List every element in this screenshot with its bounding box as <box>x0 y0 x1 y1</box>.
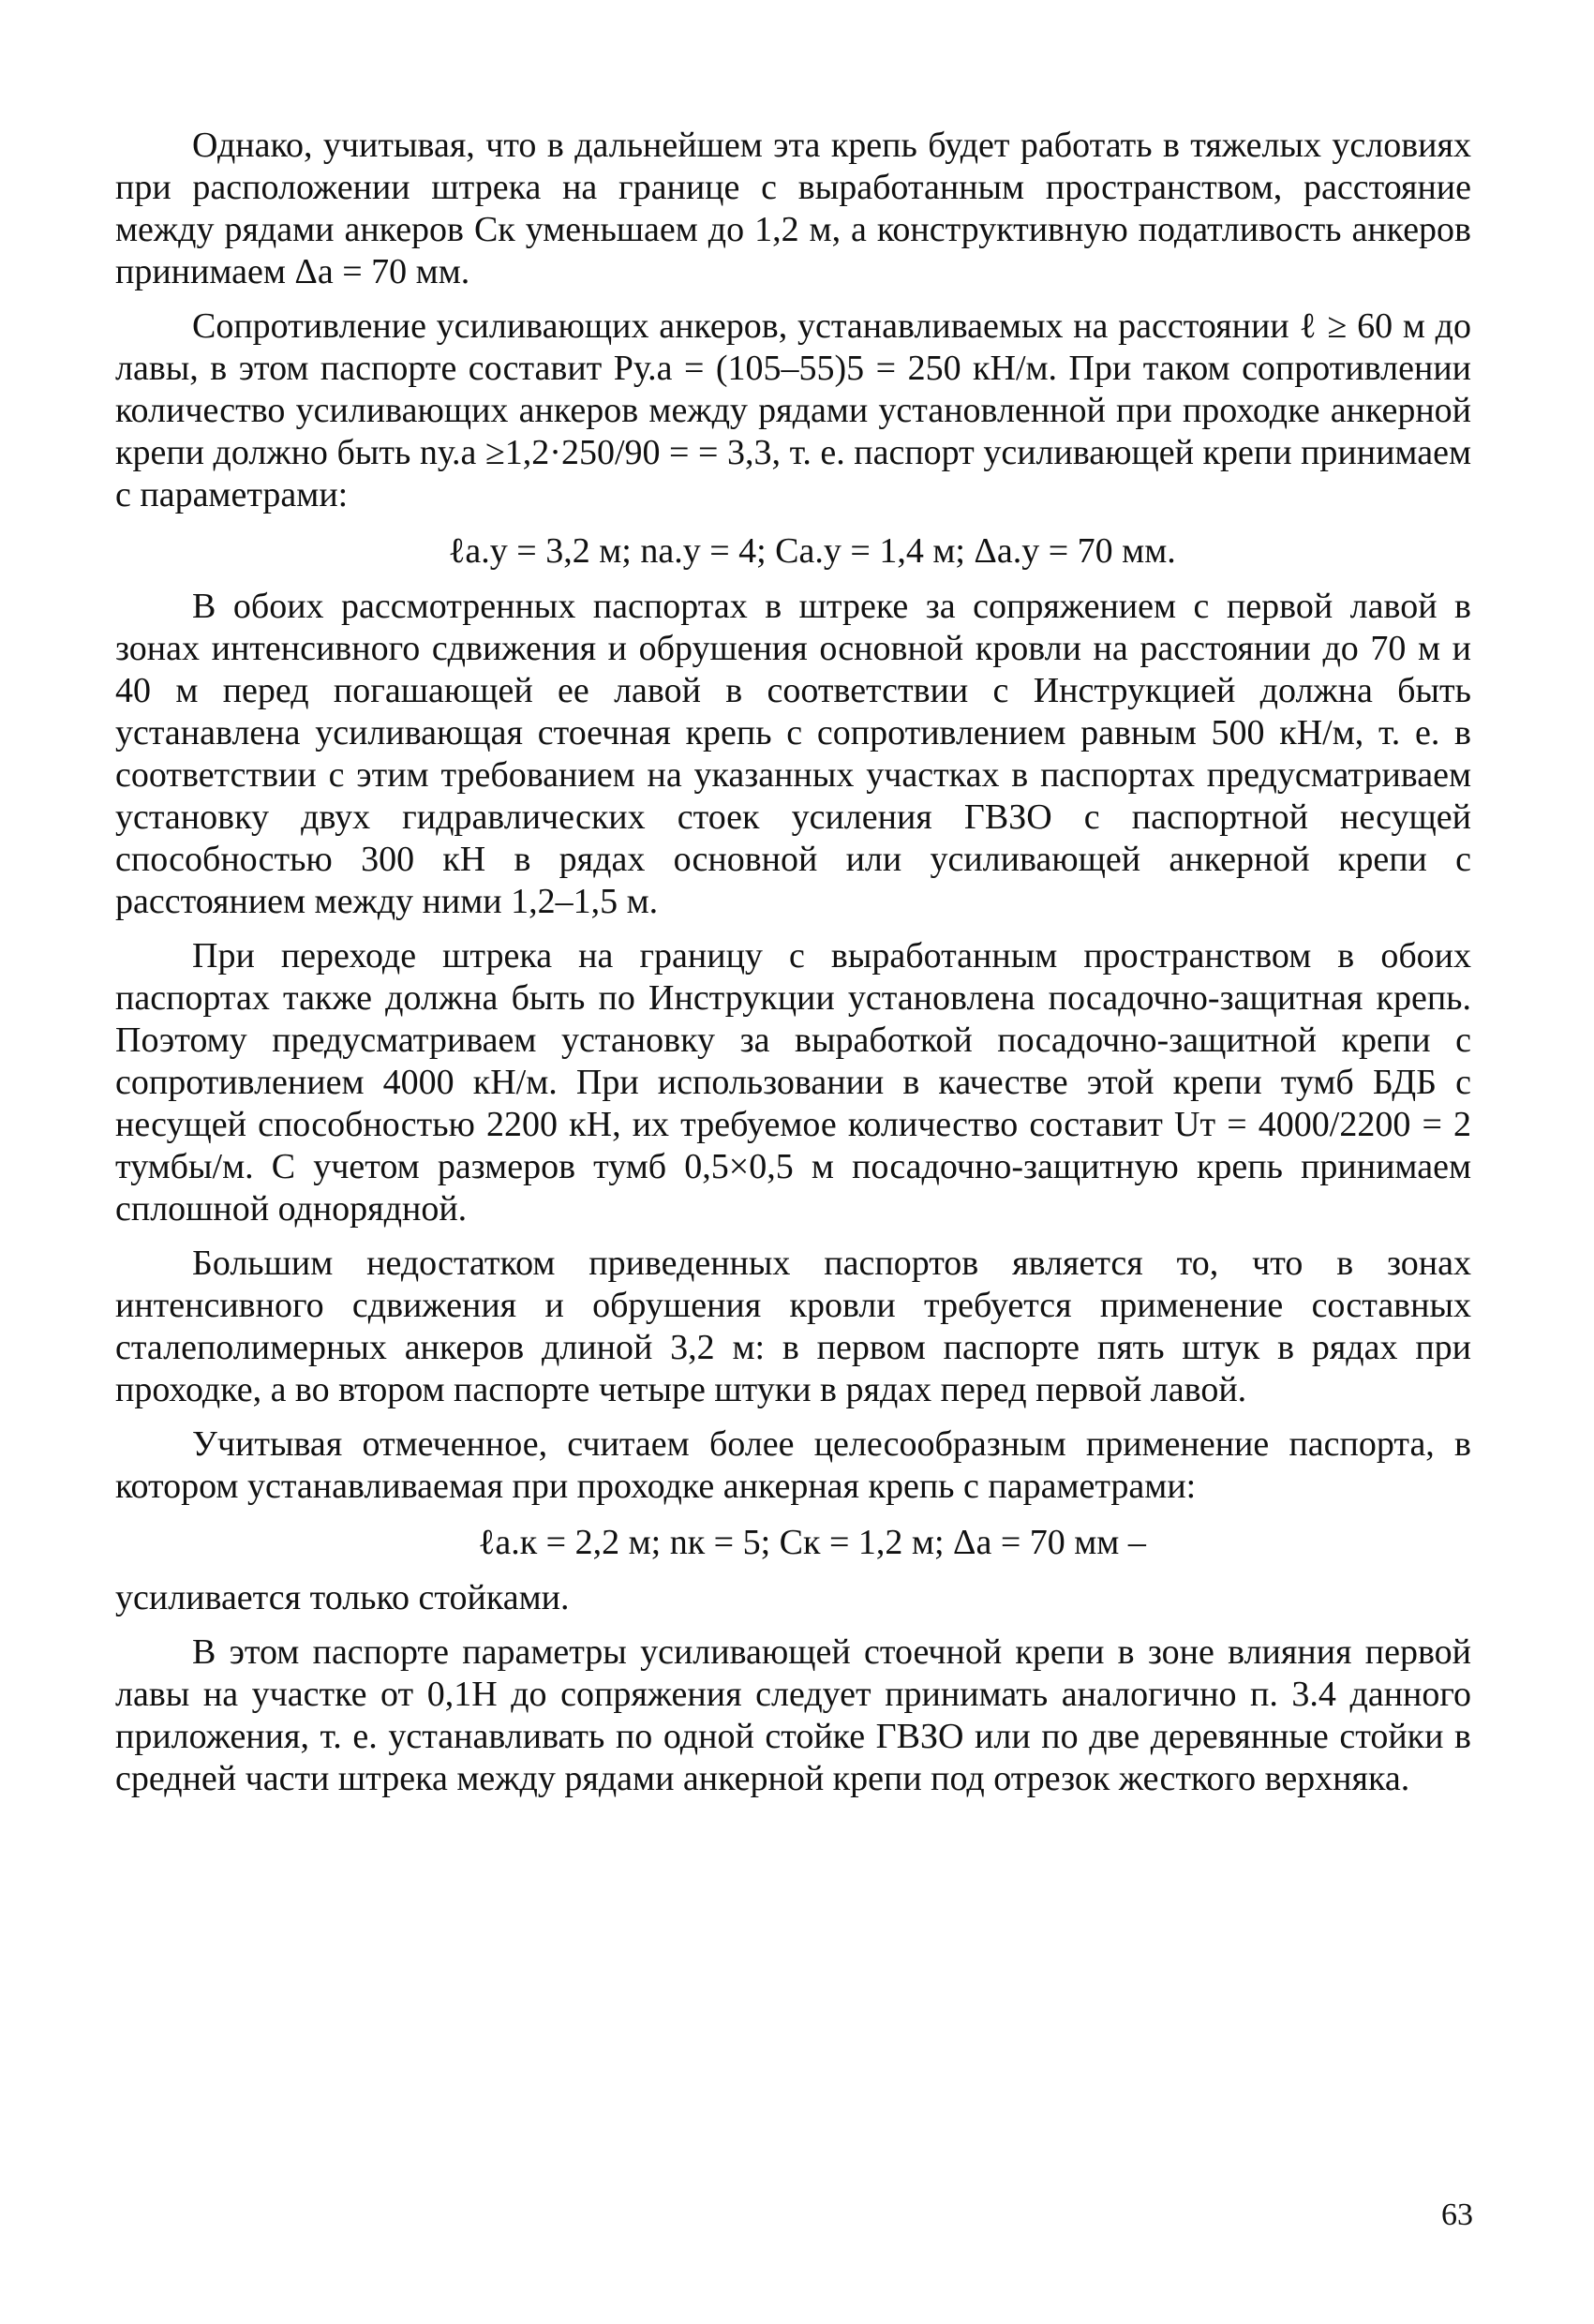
paragraph-1: Однако, учитывая, что в дальнейшем эта крепь будет работать в тяжелых условиях при расположении штрека на границе с выработанным пространством, расстояние между рядами анкеров Cк уменьшаем до 1,2 м, а конструктивную податливость анкеров принимаем Δа = 70 мм. <box>115 126 1471 291</box>
formula-anchor-support: ℓа.к = 2,2 м; nк = 5; Cк = 1,2 м; Δа = 70 мм – <box>478 1523 1146 1562</box>
paragraph-7: усиливается только стойками. <box>115 1578 570 1617</box>
body-text <box>115 125 1471 1812</box>
paragraph-2: Сопротивление усиливающих анкеров, устанавливаемых на расстоянии ℓ ≥ 60 м до лавы, в этом паспорте составит Pу.а = (105–55)5 = 250 кН/м. При таком сопротивлении количество усиливающих анкеров между рядами установленной при проходке анкерной крепи должно быть nу.а ≥1,2·250/90 = = 3,3, т. е. паспорт усиливающей крепи принимаем с параметрами: <box>115 306 1471 514</box>
paragraph-8: В этом паспорте параметры усиливающей стоечной крепи в зоне влияния первой лавы на участке от 0,1H до сопряжения следует принимать аналогично п. 3.4 данного приложения, т. е. устанавливать по одной стойке ГВЗО или по две деревянные стойки в средней части штрека между рядами анкерной крепи под отрезок жесткого верхняка. <box>115 1632 1471 1798</box>
formula-reinforcing-support: ℓа.у = 3,2 м; nа.у = 4; Cа.у = 1,4 м; Δа.у = 70 мм. <box>448 531 1176 571</box>
paragraph-4: При переходе штрека на границу с выработанным пространством в обоих паспортах также должна быть по Инструкции установлена посадочно-защитная крепь. Поэтому предусматриваем установку за выработкой посадочно-защитной крепи с сопротивлением 4000 кН/м. При использовании в качестве этой крепи тумб БДБ с несущей способностью 2200 кН, их требуемое количество составит Uт = 4000/2200 = 2 тумбы/м. С учетом размеров тумб 0,5×0,5 м посадочно-защитную крепь принимаем сплошной однорядной. <box>115 936 1471 1229</box>
paragraph-5: Большим недостатком приведенных паспортов является то, что в зонах интенсивного сдвижения и обрушения кровли требуется применение составных сталеполимерных анкеров длиной 3,2 м: в первом паспорте пять штук в рядах при проходке, а во втором паспорте четыре штуки в рядах перед первой лавой. <box>115 1244 1471 1409</box>
page-number: 63 <box>1441 2197 1473 2232</box>
paragraph-3: В обоих рассмотренных паспортах в штреке за сопряжением с первой лавой в зонах интенсивного сдвижения и обрушения основной кровли на расстоянии до 70 м и 40 м перед погашающей ее лавой в соответствии с Инструкцией должна быть устанавлена усиливающая стоечная крепь с сопротивлением равным 500 кН/м, т. е. в соответствии с этим требованием на указанных участках в паспортах предусматриваем установку двух гидравлических стоек усиления ГВЗО с паспортной несущей способностью 300 кН в рядах основной или усиливающей анкерной крепи с расстоянием между ними 1,2–1,5 м. <box>115 587 1471 921</box>
paragraph-6: Учитывая отмеченное, считаем более целесообразным применение паспорта, в котором устанавливаемая при проходке анкерная крепь с параметрами: <box>115 1424 1471 1506</box>
